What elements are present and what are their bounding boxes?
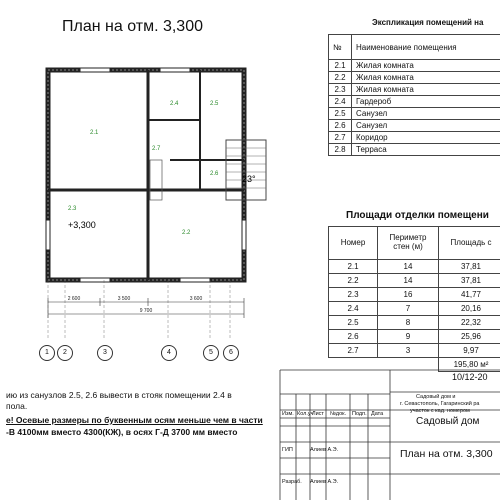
table-row: [329, 288, 500, 302]
axis-6: 6: [223, 345, 239, 361]
stamp-sheet-title: План на отм. 3,300: [400, 448, 493, 460]
room-tag-2-4: 2.4: [170, 101, 179, 107]
dim-2: 3 500: [117, 296, 131, 302]
stamp-role-2: Разраб.: [282, 479, 302, 485]
room-tag-2-1: 2.1: [90, 130, 99, 136]
area-num: 2.4: [329, 302, 378, 316]
areas-header-perimeter: Периметр стен (м): [378, 227, 439, 260]
table-row: [329, 96, 500, 108]
stamp-col-4: №док.: [330, 411, 347, 417]
title-block-frame: [270, 368, 500, 500]
axis-2: 2: [57, 345, 73, 361]
area-perimeter: 16: [378, 288, 439, 302]
stamp-address-1: Садовый дом и: [416, 394, 456, 400]
area-value: 20,16: [439, 302, 500, 316]
plan-title: План на отм. 3,300: [62, 18, 203, 35]
table-row: [329, 330, 500, 344]
axis-1: 1: [39, 345, 55, 361]
axis-4: 4: [161, 345, 177, 361]
room-name: Коридор: [352, 132, 500, 144]
dim-1: 2 600: [67, 296, 81, 302]
area-num: 2.7: [329, 344, 378, 358]
rooms-header-name: Наименование помещения: [352, 35, 500, 60]
area-num: 2.6: [329, 330, 378, 344]
areas-table-title: Площади отделки помещени: [346, 210, 489, 221]
area-perimeter: 9: [378, 330, 439, 344]
rooms-table: [328, 34, 500, 156]
room-tag-2-2: 2.2: [182, 230, 191, 236]
note-line-1: ию из санузлов 2.5, 2.6 вывести в стояк помещении 2.4 в: [6, 390, 232, 400]
rooms-header-num: №: [329, 35, 352, 60]
area-value: 37,81: [439, 260, 500, 274]
table-row: [329, 132, 500, 144]
room-name: Санузел: [352, 108, 500, 120]
room-name: Терраса: [352, 144, 500, 156]
room-num: 2.3: [329, 84, 352, 96]
stamp-address-2: г. Севастополь, Гагаринский ра: [400, 401, 480, 407]
area-perimeter: 7: [378, 302, 439, 316]
stamp-address-3: участок с кад. номером: [410, 408, 470, 414]
table-row: [329, 316, 500, 330]
table-row: [329, 302, 500, 316]
table-row: [329, 108, 500, 120]
axis-3: 3: [97, 345, 113, 361]
table-row: [329, 60, 500, 72]
room-name: Санузел: [352, 120, 500, 132]
rooms-table-title: Экспликация помещений на: [372, 18, 484, 27]
dim-3: 3 600: [189, 296, 203, 302]
room-tag-2-5: 2.5: [210, 101, 219, 107]
axis-5: 5: [203, 345, 219, 361]
table-row: [329, 260, 500, 274]
room-tag-2-7: 2.7: [152, 146, 161, 152]
table-row: [329, 120, 500, 132]
area-num: 2.3: [329, 288, 378, 302]
area-value: 41,77: [439, 288, 500, 302]
stamp-col-6: Дата: [371, 411, 384, 417]
area-num: 2.1: [329, 260, 378, 274]
area-total: 195,80 м²: [439, 358, 500, 372]
room-num: 2.6: [329, 120, 352, 132]
stamp-name-2: Алиев А.Э.: [310, 479, 339, 485]
room-num: 2.4: [329, 96, 352, 108]
stamp-col-1: Изм.: [282, 411, 294, 417]
area-value: 25,96: [439, 330, 500, 344]
slope-label: 23°: [242, 174, 256, 184]
note-line-3: е! Осевые размеры по буквенным осям меньше чем в части: [6, 415, 263, 425]
area-perimeter: 3: [378, 344, 439, 358]
table-row: [329, 274, 500, 288]
room-tag-2-3: 2.3: [68, 206, 77, 212]
room-name: Жилая комната: [352, 84, 500, 96]
stamp-name-1: Алиев А.Э.: [310, 447, 339, 453]
area-value: 9,97: [439, 344, 500, 358]
room-num: 2.5: [329, 108, 352, 120]
area-perimeter: 14: [378, 274, 439, 288]
area-num: 2.2: [329, 274, 378, 288]
stamp-project: Садовый дом: [416, 416, 480, 427]
room-name: Жилая комната: [352, 60, 500, 72]
area-value: 37,81: [439, 274, 500, 288]
room-name: Жилая комната: [352, 72, 500, 84]
stamp-role-1: ГИП: [282, 447, 293, 453]
stamp-col-2: Кол.уч: [297, 411, 314, 417]
areas-header-num: Номер: [329, 227, 378, 260]
stamp-col-3: Лист: [312, 411, 324, 417]
room-num: 2.2: [329, 72, 352, 84]
note-line-2: пола.: [6, 401, 28, 411]
floor-plan-drawing: [20, 60, 320, 380]
room-tag-2-6: 2.6: [210, 171, 219, 177]
room-num: 2.8: [329, 144, 352, 156]
room-num: 2.7: [329, 132, 352, 144]
areas-table: [328, 226, 500, 372]
areas-header-area: Площадь с: [439, 227, 500, 260]
level-mark: +3,300: [68, 220, 96, 230]
table-row: [329, 84, 500, 96]
table-row: [329, 144, 500, 156]
area-perimeter: 14: [378, 260, 439, 274]
note-line-4: -В 4100мм вместо 4300(КЖ), в осях Г-Д 3700 мм вместо: [6, 427, 238, 437]
table-row: [329, 344, 500, 358]
stamp-col-5: Подп.: [352, 411, 367, 417]
area-value: 22,32: [439, 316, 500, 330]
area-perimeter: 8: [378, 316, 439, 330]
stamp-code: 10/12-20: [452, 372, 488, 382]
dim-total: 9 700: [139, 308, 153, 314]
room-name: Гардероб: [352, 96, 500, 108]
table-row: [329, 72, 500, 84]
room-num: 2.1: [329, 60, 352, 72]
area-num: 2.5: [329, 316, 378, 330]
